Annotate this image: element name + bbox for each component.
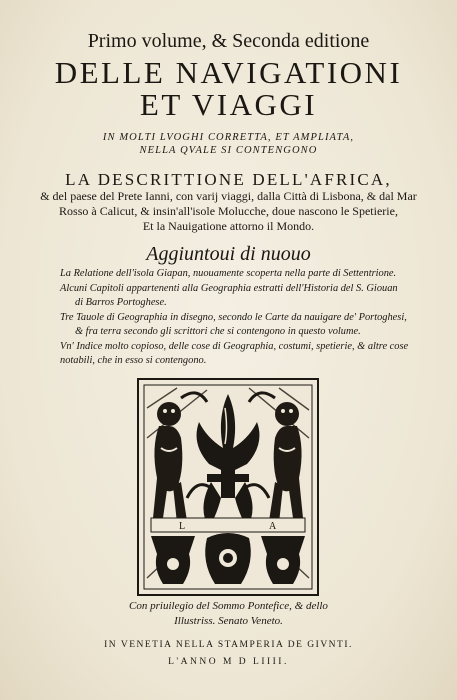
description-line-2: Rosso à Calicut, & insin'all'isole Molucche, doue nascono le Spetierie, — [59, 204, 398, 218]
description-line-3: Et la Nauigatione attorno il Mondo. — [142, 219, 315, 233]
additions-heading: Aggiuntoui di nuouo — [146, 243, 311, 265]
description-line-1: & del paese del Prete Ianni, con varij viaggi, dalla Città di Lisbona, & dal Mar — [40, 189, 417, 203]
additions-item-continuation: notabili, che in esso si contengono. — [60, 355, 207, 366]
volume-line: Primo volume, & Seconda editione — [87, 30, 370, 52]
main-title-line-2: ET VIAGGI — [139, 87, 318, 122]
emblem-letter-a: A — [269, 521, 277, 532]
additions-item: La Relatione dell'isola Giapan, nuouamente scoperta nella parte di Settentrione. — [60, 268, 397, 279]
subtitle-line-2: NELLA QVALE SI CONTENGONO — [139, 145, 318, 156]
privilege-line-1: Con priuilegio del Sommo Pontefice, & dello — [129, 600, 328, 612]
additions-item: Alcuni Capitoli appartenenti alla Geographia estratti dell'Historia del S. Giouan — [60, 283, 398, 294]
additions-item: Tre Tauole di Geographia in disegno, secondo le Carte da nauigare de' Portoghesi, — [60, 312, 407, 323]
main-title-line-1: DELLE NAVIGATIONI — [54, 55, 403, 90]
printer-device-emblem — [137, 378, 319, 596]
subtitle-line-1: IN MOLTI LVOGHI CORRETTA, ET AMPLIATA, — [102, 132, 355, 143]
imprint-line-2: L'ANNO M D LIIII. — [168, 657, 289, 667]
base-vases — [151, 533, 305, 584]
description-heading: LA DESCRITTIONE DELL'AFRICA, — [65, 170, 392, 189]
privilege-line-2: Illustriss. Senato Veneto. — [174, 615, 283, 627]
additions-item-continuation: di Barros Portoghese. — [75, 297, 167, 308]
additions-item: Vn' Indice molto copioso, delle cose di Geographia, costumi, spetierie, & altre cose — [60, 341, 409, 352]
imprint-line-1: IN VENETIA NELLA STAMPERIA DE GIVNTI. — [104, 640, 353, 650]
additions-item-continuation: & fra terra secondo gli scrittori che si contengono in questo volume. — [75, 326, 361, 337]
emblem-letter-l: L — [179, 521, 186, 532]
